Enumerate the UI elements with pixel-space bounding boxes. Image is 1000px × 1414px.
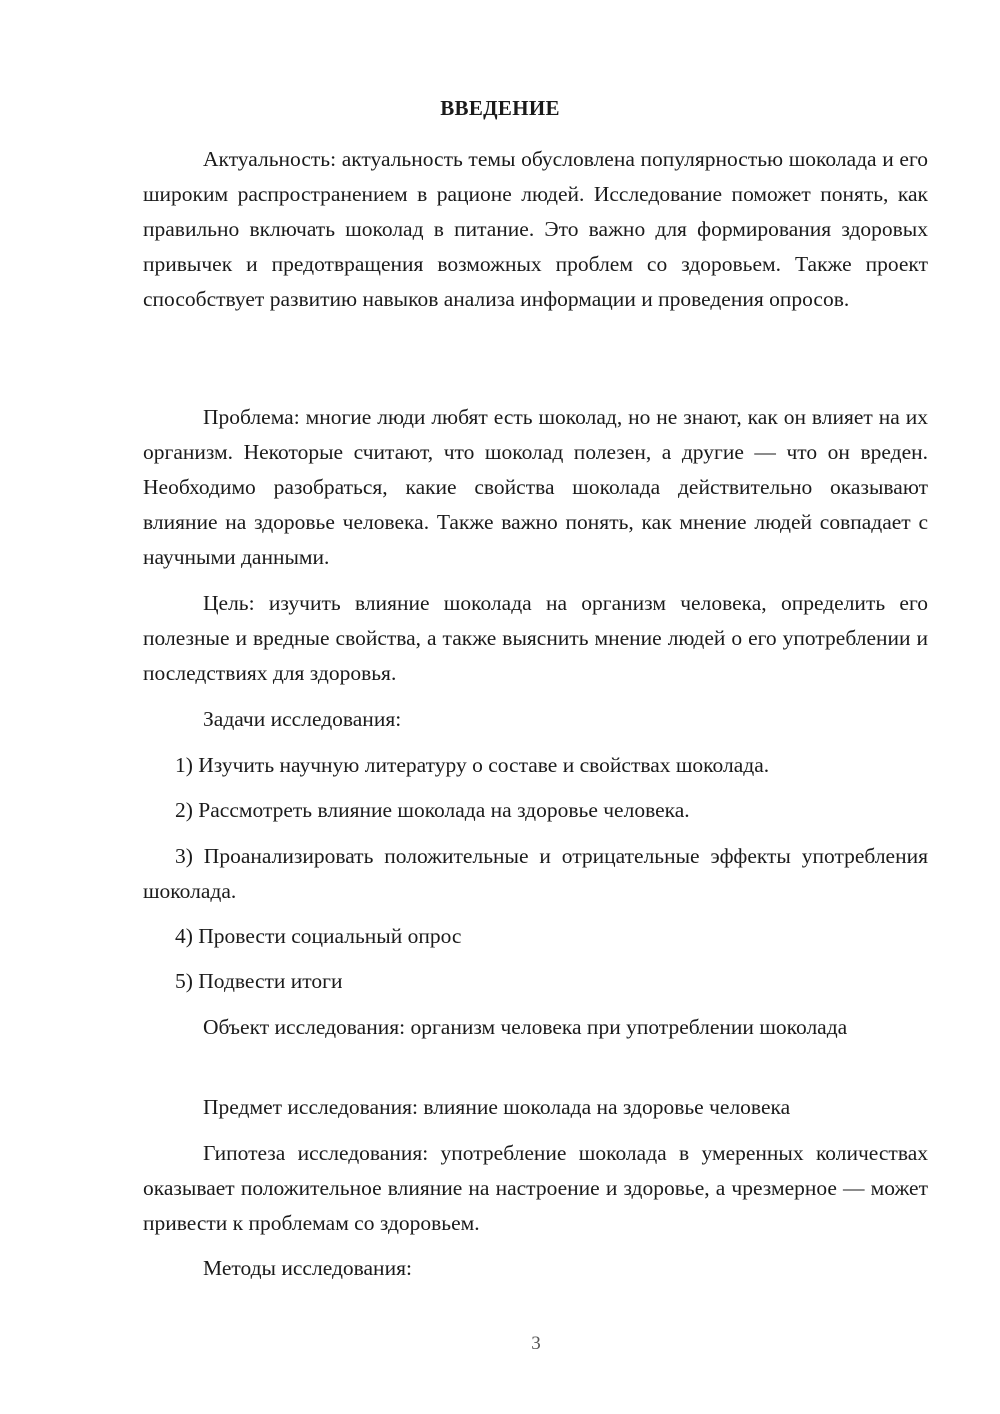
task-item-5: 5) Подвести итоги [175,969,343,993]
tasks-heading: Задачи исследования: [203,707,402,731]
task-item-3: 3) Проанализировать положительные и отрицательные эффекты употребления шоколада. [143,844,928,903]
relevance-paragraph: Актуальность: актуальность темы обусловлена популярностью шоколада и его широким распространением в рационе людей. Исследование поможет понять, как правильно включать шоколад в питание. Это важно для формирования здоровых привычек и предотвращения возможных проблем со здоровьем. Также проект способствует развитию навыков анализа информации и проведения опросов. [143,147,928,311]
section-title: ВВЕДЕНИЕ [440,96,560,120]
task-item-1: 1) Изучить научную литературу о составе и свойствах шоколада. [175,753,770,777]
page-number: 3 [531,1333,541,1354]
goal-paragraph: Цель: изучить влияние шоколада на организм человека, определить его полезные и вредные свойства, а также выяснить мнение людей о его употреблении и последствиях для здоровья. [143,591,928,685]
task-item-4: 4) Провести социальный опрос [175,924,462,948]
task-item-2: 2) Рассмотреть влияние шоколада на здоровье человека. [175,798,690,822]
hypothesis-paragraph: Гипотеза исследования: употребление шоколада в умеренных количествах оказывает положительное влияние на настроение и здоровье, а чрезмерное — может привести к проблемам со здоровьем. [143,1141,928,1235]
problem-paragraph: Проблема: многие люди любят есть шоколад, но не знают, как он влияет на их организм. Некоторые считают, что шоколад полезен, а другие — что он вреден. Необходимо разобраться, какие свойства шоколада действительно оказывают влияние на здоровье человека. Также важно понять, как мнение людей совпадает с научными данными. [143,405,928,569]
object-paragraph: Объект исследования: организм человека при употреблении шоколада [203,1015,848,1039]
methods-heading: Методы исследования: [203,1256,412,1280]
subject-paragraph: Предмет исследования: влияние шоколада на здоровье человека [203,1095,791,1119]
